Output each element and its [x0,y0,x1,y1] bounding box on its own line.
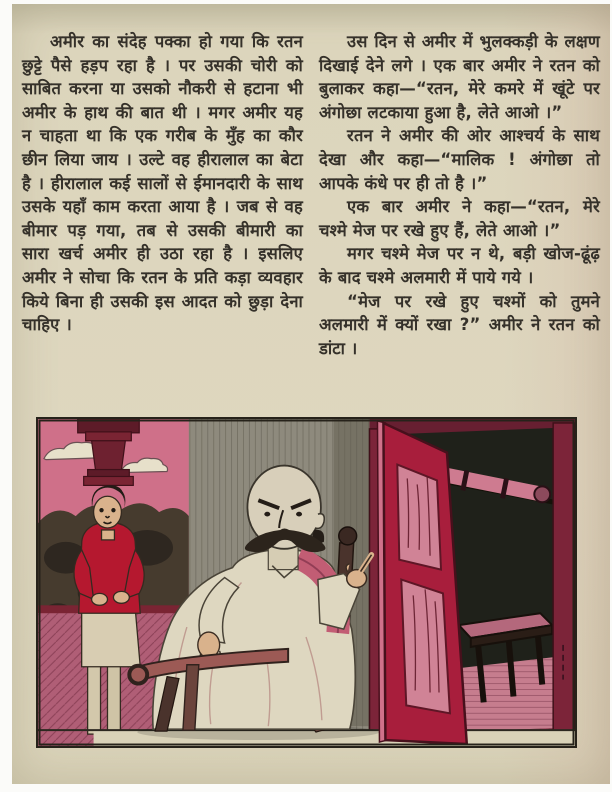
story-text-block [22,30,600,360]
story-paragraph: अमीर का संदेह पक्का हो गया कि रतन छुट्टे पैसे हड़प रहा है । पर उसकी चोरी को साबित करना या उसको नौकरी से हटाना भी अमीर के हाथ की बात थी । मगर अमीर यह न चाहता था कि एक गरीब के मुँह का कौर छीन लिया जाय । उल्टे वह हीरालाल का बेटा है । हीरालाल कई सालों से ईमानदारी के साथ उसके यहाँ काम करता आया है । जब से वह बीमार पड़ गया, तब से उसकी बीमारी का सारा खर्च अमीर ही उठा रहा है । इसलिए अमीर ने सोचा कि रतन के प्रति कड़ा व्यवहार किये बिना ही उसकी इस आदत को छुड़ा देना चाहिए । [22,32,303,335]
chair-finial [339,527,357,545]
scanned-page-paper [12,4,610,784]
boy-neck [102,530,115,540]
right-text-column [319,30,600,360]
boy-leg [88,659,101,734]
boy-hand [92,593,108,605]
boy-shorts [82,609,141,666]
boy-leg [107,662,120,734]
door-right-jamb [553,423,575,746]
boy-hand [113,591,129,603]
story-paragraph: मगर चश्मे मेज पर न थे, बड़ी खोज-ढूंढ़ के बाद चश्मे अलमारी में पाये गये । [319,244,600,287]
story-paragraph: उस दिन से अमीर में भुलक्कड़ी के लक्षण दिखाई देने लगे । एक बार अमीर ने रतन को बुलाकर कहा—“रतन, मेरे कमरे में खूंटे पर अंगोछा लटकाया हुआ है, लेते आओ ।” [319,32,600,122]
story-paragraph: रतन ने अमीर की ओर आश्चर्य के साथ देखा और कहा—“मालिक ! अंगोछा तो आपके कंधे पर ही तो है ।” [319,126,600,193]
story-paragraph: एक बार अमीर ने कहा—“रतन, मेरे चश्मे मेज पर रखे हुए हैं, लेते आओ ।” [319,197,600,240]
story-illustration [36,417,577,748]
left-text-column [22,30,303,360]
story-paragraph: “मेज पर रखे हुए चश्मों को तुमने अलमारी में क्यों रखा ?” अमीर ने रतन को डांटा । [319,291,600,358]
illustration-canvas [38,419,575,746]
